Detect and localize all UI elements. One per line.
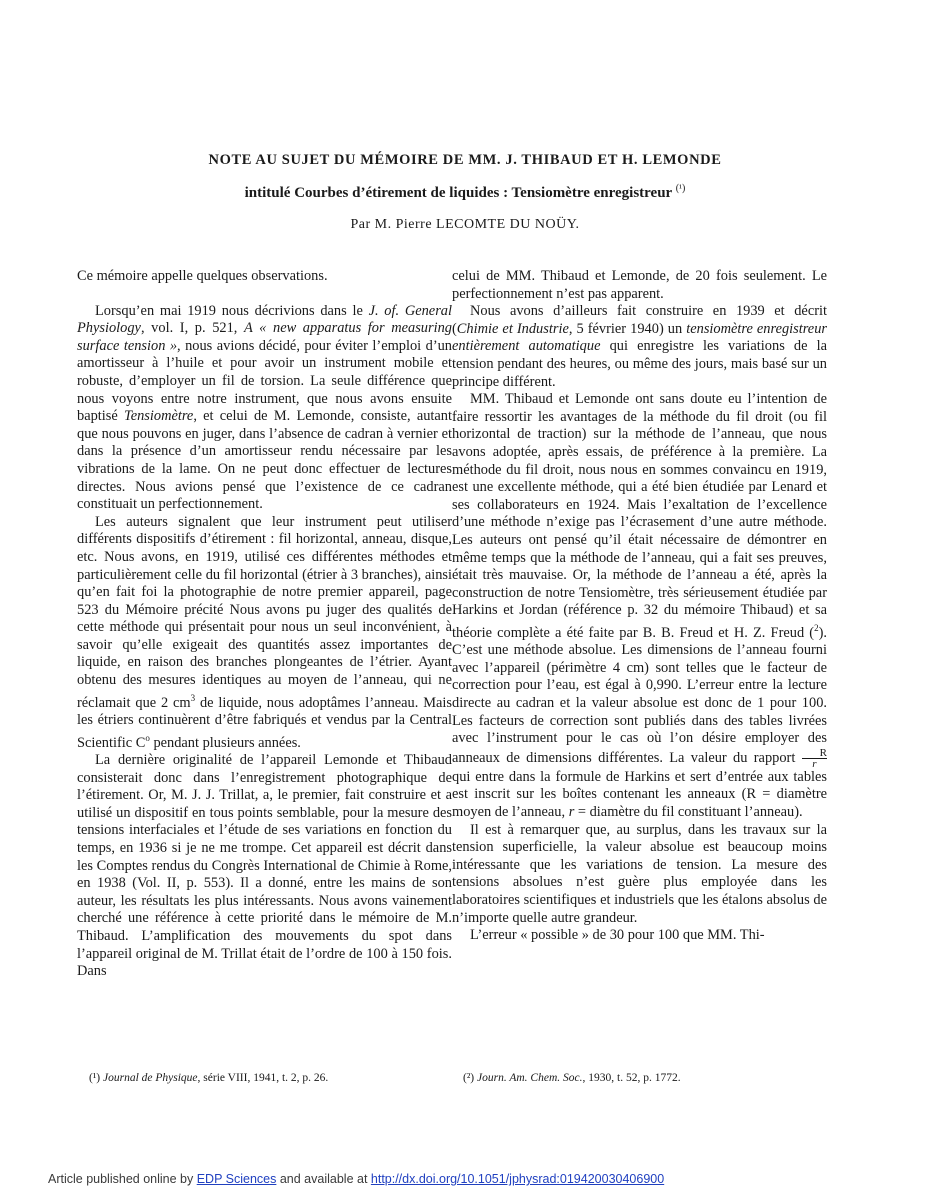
paragraph (452, 927, 827, 945)
footnote-mark: (²) (463, 1072, 475, 1084)
paragraph (452, 822, 827, 928)
footnote-text: , série VIII, 1941, t. 2, p. 26. (197, 1072, 329, 1084)
author-line: Par M. Pierre LECOMTE DU NOÜY. (350, 217, 580, 232)
intro-text: Ce mémoire appelle quelques observations. (77, 268, 328, 284)
fraction-numerator: R (802, 748, 827, 759)
superscript: 2 (814, 622, 819, 633)
footnote-journal: Journal de Physique (102, 1072, 198, 1084)
subtitle-text: intitulé Courbes d’étirement de liquides : Tensiomètre enregistreur (244, 185, 672, 201)
journal-reference: J. of. General Physiology (77, 302, 452, 337)
paragraph (77, 752, 452, 981)
journal-reference: Chimie et Industrie (456, 320, 569, 337)
text-run: qui entre dans la formule de Harkins et sert d’entrée aux tables est inscrit sur les boîtes contenant les anneaux (R = diamètre moyen de l’anneau, (452, 768, 827, 821)
text-run: Les auteurs signalent que leur instrument peut utiliser différents dispositifs d’étirement : fil horizontal, anneau, disque, etc. Nous avons, en 1919, utilisé ces différentes méthodes et particulièrement celle du fil horizontal (étrier à 3 branches), ainsi qu’en fait foi la photographie de notre premier appareil, page 523 du Mémoire précité Nous avons pu juger des qualités de cette méthode qui présentait pour nous un seul inconvénient, à savoir qu’elle exigeait des quantités assez importantes de liquide, en raison des branches plongeantes de l’étrier. Ayant obtenu des mesures identiques au moyen de l’anneau, qui ne réclamait que 2 cm (77, 513, 452, 711)
intro-paragraph (77, 268, 452, 286)
paragraph (452, 268, 827, 303)
article-subtitle (0, 183, 930, 202)
paragraph (452, 391, 827, 821)
instrument-name: Tensiomètre (124, 408, 194, 425)
footnote-2 (463, 1072, 681, 1084)
text-run: , et celui de M. Lemonde, consiste, autant que nous pouvons en juger, dans l’absence de cadran à vernier et dans la présence d’un amortisseur rendu nécessaire par les vibrations de la lame. On ne peut donc effectuer de lectures directes. Nous avions pensé que l’existence de ce cadran constituait un perfectionnement. (77, 408, 452, 513)
text-run: ). C’est une méthode absolue. Les dimensions de l’anneau fourni avec l’appareil (périmètre 4 cm) sont telles que le facteur de correction pour l’eau, est égal à 0,990. L’erreur entre la lecture directe au cadran et la valeur absolue est donc de 1 pour 100. Les facteurs de correction sont publiés dans des tables livrées avec l’instrument pour le cas où l’on désire employer des anneaux de dimensions différentes. La valeur du rapport (452, 624, 827, 766)
right-column (452, 268, 827, 945)
text-run: L’erreur « possible » de 30 pour 100 que MM. Thi- (470, 927, 765, 944)
doi-link[interactable]: http://dx.doi.org/10.1051/jphysrad:019420030406900 (370, 1172, 665, 1186)
text-run: Nous avons d’ailleurs fait construire en 1939 et décrit ( (452, 303, 827, 337)
text-run: , vol. I, p. 521, (140, 320, 245, 337)
paragraph (452, 303, 827, 391)
superscript: o (145, 732, 150, 743)
text-run: de liquide, nous adoptâmes l’anneau. Mais les étriers continuèrent d’être fabriqués et vendus par la Central Scientific C (77, 694, 452, 751)
fraction-denominator: r (812, 757, 817, 770)
paragraph (77, 303, 452, 514)
text-run: , nous avions décidé, pour éviter l’emploi d’un amortisseur à l’huile et pour avoir un instrument mobile et robuste, d’employer un fil de torsion. La seule différence que nous voyons entre notre instrument, que nous avons ensuite baptisé (77, 337, 452, 425)
text-run: pendant plusieurs années. (149, 734, 301, 751)
footer-prefix: Article published online by (48, 1172, 197, 1186)
ratio-fraction (802, 748, 827, 769)
text-run: Lorsqu’en mai 1919 nous décrivions dans le (95, 302, 369, 319)
article-title: NOTE AU SUJET DU MÉMOIRE DE MM. J. THIBAUD ET H. LEMONDE (208, 152, 722, 168)
superscript: 3 (190, 692, 196, 703)
publisher-link[interactable]: EDP Sciences (196, 1172, 277, 1186)
left-column (77, 268, 452, 981)
text-run: , 5 février 1940) un (568, 320, 687, 337)
paper-title-reference: A « new apparatus for measuring surface tension » (77, 320, 452, 354)
text-run: MM. Thibaud et Lemonde ont sans doute eu l’intention de faire ressortir les avantages de la méthode du fil droit (ou fil horizontal de traction) sur la méthode de l’anneau, que nous avons adoptée, après essais, de préférence à la première. La méthode du fil droit, nous nous en sommes convaincu en 1919, est une excellente méthode, qui a été bien étudiée par Lenard et ses collaborateurs en 1924. Mais l’exaltation de l’excellence d’une méthode n’exige pas l’écrasement d’une autre méthode. Les auteurs ont pensé qu’il était nécessaire de démontrer en même temps que la méthode de l’anneau, qui a fait ses preuves, était très mauvaise. Or, la méthode de l’anneau a été, après la construction de notre Tensiomètre, très sérieusement étudiée par Harkins et Jordan (référence p. 32 du mémoire Thibaud) et sa théorie complète a été faite par B. B. Freud et H. Z. Freud ( (452, 391, 827, 641)
text-run: Il est à remarquer que, au surplus, dans les travaux sur la tension superficielle, la valeur absolue est beaucoup moins intéressante que les variations de tension. La mesure des tensions absolues n’est guère plus employée dans les laboratoires scientifiques et industriels que les étalons absolus de n’importe quelle autre grandeur. (452, 821, 827, 926)
footnote-1 (89, 1072, 328, 1084)
footer-middle: and available at (276, 1172, 371, 1186)
variable-r: r (568, 804, 575, 821)
publication-footer (48, 1172, 664, 1186)
paragraph (77, 514, 452, 752)
footnote-mark: (¹) (89, 1072, 101, 1084)
subtitle-footnote-ref: (¹) (675, 183, 686, 194)
text-run: La dernière originalité de l’appareil Lemonde et Thibaud consisterait donc dans l’enregistrement photographique de l’étirement. Or, M. J. J. Trillat, a, le premier, fait construire et a utilisé un dispositif en tous points semblable, pour la mesure des tensions interfaciales et l’étude de ses variations en fonction du temps, en 1936 si je ne me trompe. Cet appareil est décrit dans les Comptes rendus du Congrès International de Chimie à Rome, en 1938 (Vol. II, p. 553). Il a donné, entre les mains de son auteur, les résultats les plus intéressants. Nous avons vainement cherché une référence à cette priorité dans le mémoire de M. Thibaud. L’amplification des mouvements du spot dans l’appareil original de M. Trillat était de l’ordre de 100 à 150 fois. Dans (77, 752, 452, 980)
text-run: qui enregistre les variations de la tension pendant des heures, ou même des jours, mais basé sur un principe différent. (452, 338, 827, 390)
instrument-name: tensiomètre enregistreur entièrement automatique (452, 320, 827, 355)
text-run: celui de MM. Thibaud et Lemonde, de 20 fois seulement. Le perfectionnement n’est pas apparent. (452, 268, 827, 302)
footnote-journal: Journ. Am. Chem. Soc. (476, 1072, 583, 1084)
footnote-text: , 1930, t. 52, p. 1772. (582, 1072, 681, 1084)
text-run: = diamètre du fil constituant l’anneau). (574, 804, 803, 821)
